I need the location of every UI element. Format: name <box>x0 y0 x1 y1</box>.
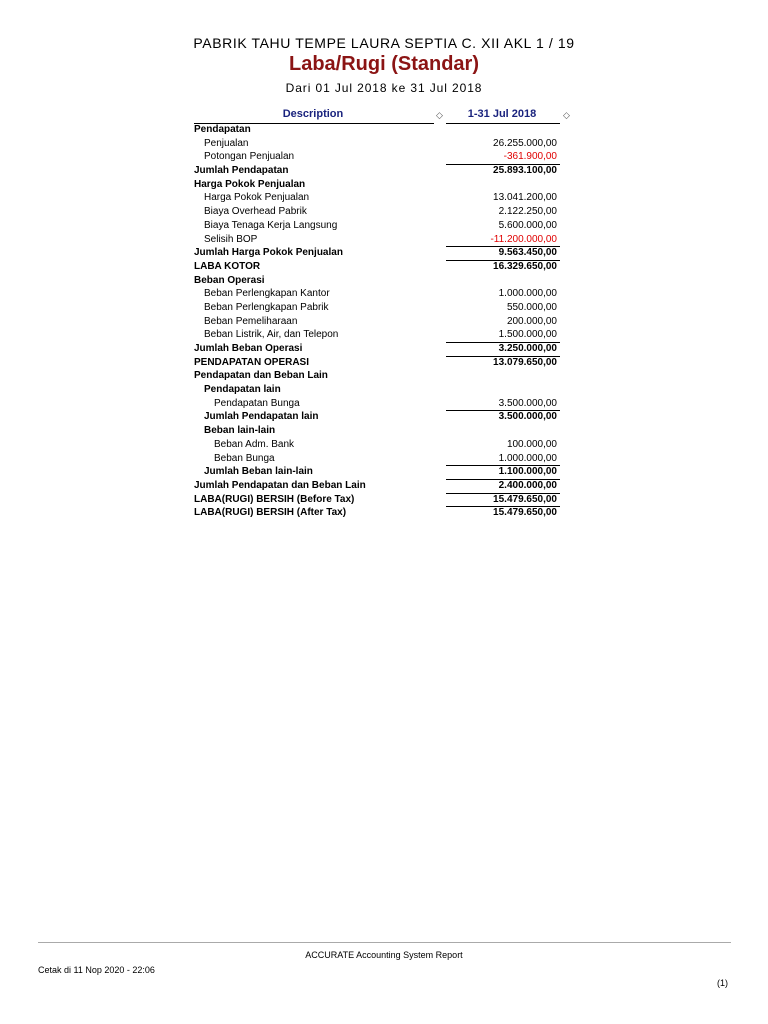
row-label: Biaya Tenaga Kerja Langsung <box>204 219 338 231</box>
report-period: Dari 01 Jul 2018 ke 31 Jul 2018 <box>285 81 483 95</box>
row-value: 16.329.650,00 <box>493 260 557 272</box>
row-label: Beban Operasi <box>194 274 265 286</box>
row-value: 15.479.650,00 <box>493 507 557 519</box>
report-title: Laba/Rugi (Standar) <box>288 53 479 75</box>
row-label: Beban Listrik, Air, dan Telepon <box>204 329 339 341</box>
table-row <box>194 219 562 233</box>
row-value: 200.000,00 <box>506 315 557 327</box>
footer-print-date: Cetak di 11 Nop 2020 - 22:06 <box>38 965 155 975</box>
row-label: LABA KOTOR <box>194 260 261 272</box>
table-row <box>194 164 562 178</box>
table-row <box>194 260 562 274</box>
row-value: 5.600.000,00 <box>498 219 557 231</box>
table-row <box>194 137 562 151</box>
table-row <box>194 287 562 301</box>
row-value: 550.000,00 <box>506 301 557 313</box>
row-label: Jumlah Pendapatan <box>194 165 289 177</box>
row-label: Beban Pemeliharaan <box>204 315 298 327</box>
row-label: Penjualan <box>204 137 249 149</box>
table-row <box>194 274 562 288</box>
row-value: 100.000,00 <box>506 438 557 450</box>
footer-system-name: ACCURATE Accounting System Report <box>305 950 463 960</box>
footer-divider <box>38 942 731 943</box>
row-value: 3.250.000,00 <box>498 343 557 354</box>
table-row <box>194 424 562 438</box>
report-table <box>194 123 562 520</box>
table-row <box>194 506 562 520</box>
table-row <box>194 123 562 137</box>
table-row <box>194 328 562 342</box>
row-label: Pendapatan Bunga <box>214 397 300 409</box>
table-row <box>194 452 562 466</box>
table-row <box>194 342 562 356</box>
row-label: Jumlah Pendapatan lain <box>204 411 319 423</box>
row-label: Beban lain-lain <box>204 425 276 437</box>
table-row <box>194 315 562 329</box>
footer-page-number: (1) <box>717 978 728 988</box>
row-label: Pendapatan <box>194 124 251 135</box>
table-row <box>194 383 562 397</box>
row-value: -11.200.000,00 <box>490 233 557 245</box>
row-value: -361.900,00 <box>503 151 557 163</box>
table-row <box>194 301 562 315</box>
row-label: PENDAPATAN OPERASI <box>194 356 310 368</box>
row-label: Harga Pokok Penjualan <box>204 192 310 204</box>
row-label: Biaya Overhead Pabrik <box>204 206 307 218</box>
row-value: 13.079.650,00 <box>493 356 557 368</box>
row-label: Pendapatan lain <box>204 384 281 396</box>
row-label: Potongan Penjualan <box>204 151 295 163</box>
row-label: Beban Perlengkapan Kantor <box>204 288 330 300</box>
table-row <box>194 205 562 219</box>
row-value: 1.000.000,00 <box>498 288 557 300</box>
diamond-sort-icon[interactable]: ◇ <box>563 110 570 120</box>
row-value: 3.500.000,00 <box>498 411 557 423</box>
table-row <box>194 410 562 424</box>
table-row <box>194 233 562 247</box>
company-name: PABRIK TAHU TEMPE LAURA SEPTIA C. XII AKL 1 / 19 <box>193 35 575 51</box>
row-value: 2.122.250,00 <box>498 206 557 218</box>
row-label: Selisih BOP <box>204 233 258 245</box>
row-value: 3.500.000,00 <box>498 397 557 409</box>
table-row <box>194 369 562 383</box>
table-row <box>194 493 562 507</box>
row-label: Jumlah Beban Operasi <box>194 343 303 354</box>
row-value: 2.400.000,00 <box>498 479 557 491</box>
column-header-period[interactable]: 1-31 Jul 2018 <box>467 108 537 120</box>
row-value: 13.041.200,00 <box>493 192 557 204</box>
row-value: 1.000.000,00 <box>498 452 557 464</box>
table-row <box>194 479 562 493</box>
table-row <box>194 191 562 205</box>
row-value: 25.893.100,00 <box>493 165 557 177</box>
row-value: 26.255.000,00 <box>493 137 557 149</box>
table-row <box>194 397 562 411</box>
row-value: 1.500.000,00 <box>498 329 557 341</box>
table-row <box>194 178 562 192</box>
row-label: Jumlah Pendapatan dan Beban Lain <box>194 479 366 491</box>
row-label: Jumlah Beban lain-lain <box>204 466 313 478</box>
row-value: 9.563.450,00 <box>498 247 557 259</box>
row-label: Beban Bunga <box>214 452 275 464</box>
row-label: LABA(RUGI) BERSIH (After Tax) <box>194 507 347 519</box>
table-row <box>194 438 562 452</box>
row-label: LABA(RUGI) BERSIH (Before Tax) <box>194 493 355 505</box>
row-label: Harga Pokok Penjualan <box>194 178 306 190</box>
column-header-description[interactable]: Description <box>282 108 344 120</box>
diamond-sort-icon[interactable]: ◇ <box>436 110 443 120</box>
row-label: Beban Adm. Bank <box>214 438 295 450</box>
row-label: Pendapatan dan Beban Lain <box>194 370 328 382</box>
row-value: 15.479.650,00 <box>493 493 557 505</box>
table-row <box>194 356 562 370</box>
table-row <box>194 150 562 164</box>
row-value: 1.100.000,00 <box>498 466 557 478</box>
table-row <box>194 246 562 260</box>
table-row <box>194 465 562 479</box>
row-label: Beban Perlengkapan Pabrik <box>204 301 329 313</box>
row-label: Jumlah Harga Pokok Penjualan <box>194 247 343 259</box>
